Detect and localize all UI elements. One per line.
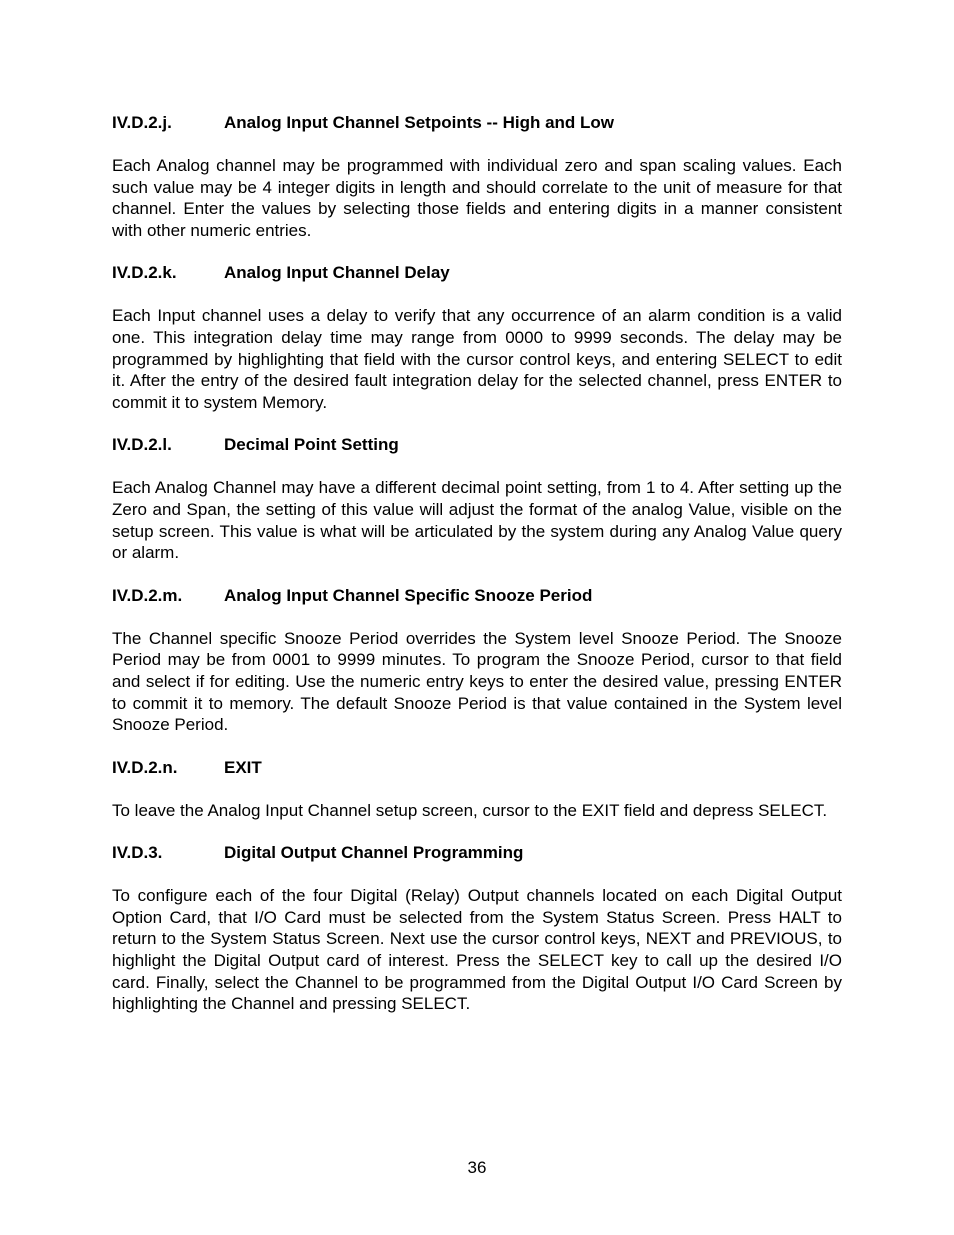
- section-body: Each Analog Channel may have a different decimal point setting, from 1 to 4. After setting up the Zero and Span, the setting of this value will adjust the format of the analog Value, visible on the setup screen. This value is what will be articulated by the system during any Analog Value query or alarm.: [112, 478, 842, 563]
- section-decimal-point: [112, 434, 842, 563]
- section-heading: [112, 757, 842, 779]
- section-number: IV.D.2.k.: [112, 263, 177, 283]
- section-title: Digital Output Channel Programming: [224, 843, 524, 863]
- section-digital-output: [112, 842, 842, 1015]
- section-analog-setpoints: [112, 112, 842, 241]
- section-heading: [112, 842, 842, 864]
- page-number: 36: [467, 1158, 487, 1177]
- section-heading: [112, 434, 842, 456]
- section-body: Each Analog channel may be programmed with individual zero and span scaling values. Each such value may be 4 integer digits in length and should correlate to the unit of measure for that channel. Enter the values by selecting those fields and entering digits in a manner consistent with other numeric entries.: [112, 156, 842, 240]
- section-number: IV.D.2.m.: [112, 585, 183, 605]
- section-title: Decimal Point Setting: [224, 435, 399, 455]
- section-number: IV.D.3.: [112, 843, 163, 863]
- section-body: Each Input channel uses a delay to verify that any occurrence of an alarm condition is a valid one. This integration delay time may range from 0000 to 9999 seconds. The delay may be programmed by highlighting that field with the cursor control keys, and entering SELECT to edit it. After the entry of the desired fault integration delay for the selected channel, press ENTER to commit it to system Memory.: [112, 306, 842, 412]
- section-number: IV.D.2.n.: [112, 757, 178, 777]
- section-heading: [112, 262, 842, 284]
- section-number: IV.D.2.j.: [112, 113, 172, 132]
- section-title: EXIT: [224, 757, 262, 777]
- section-analog-delay: [112, 262, 842, 413]
- section-title: Analog Input Channel Delay: [224, 263, 450, 283]
- section-snooze-period: [112, 585, 842, 736]
- section-title: Analog Input Channel Setpoints -- High and Low: [224, 113, 615, 132]
- section-body: To leave the Analog Input Channel setup screen, cursor to the EXIT field and depress SELECT.: [112, 800, 828, 820]
- section-exit: [112, 757, 842, 822]
- section-body: The Channel specific Snooze Period overrides the System level Snooze Period. The Snooze Period may be from 0001 to 9999 minutes. To program the Snooze Period, cursor to that field and select if for editing. Use the numeric entry keys to enter the desired value, pressing ENTER to commit it to memory. The default Snooze Period is that value contained in the System level Snooze Period.: [112, 628, 842, 735]
- section-title: Analog Input Channel Specific Snooze Period: [224, 585, 593, 605]
- section-heading: [112, 112, 842, 134]
- section-heading: [112, 585, 842, 607]
- section-body: To configure each of the four Digital (Relay) Output channels located on each Digital Output Option Card, that I/O Card must be selected from the System Status Screen. Press HALT to return to the System Status Screen. Next use the cursor control keys, NEXT and PREVIOUS, to highlight the Digital Output card of interest. Press the SELECT key to call up the desired I/O card. Finally, select the Channel to be programmed from the Digital Output I/O Card Screen by highlighting the Channel and pressing SELECT.: [112, 886, 842, 1014]
- section-number: IV.D.2.l.: [112, 435, 172, 455]
- document-page: [112, 112, 842, 1036]
